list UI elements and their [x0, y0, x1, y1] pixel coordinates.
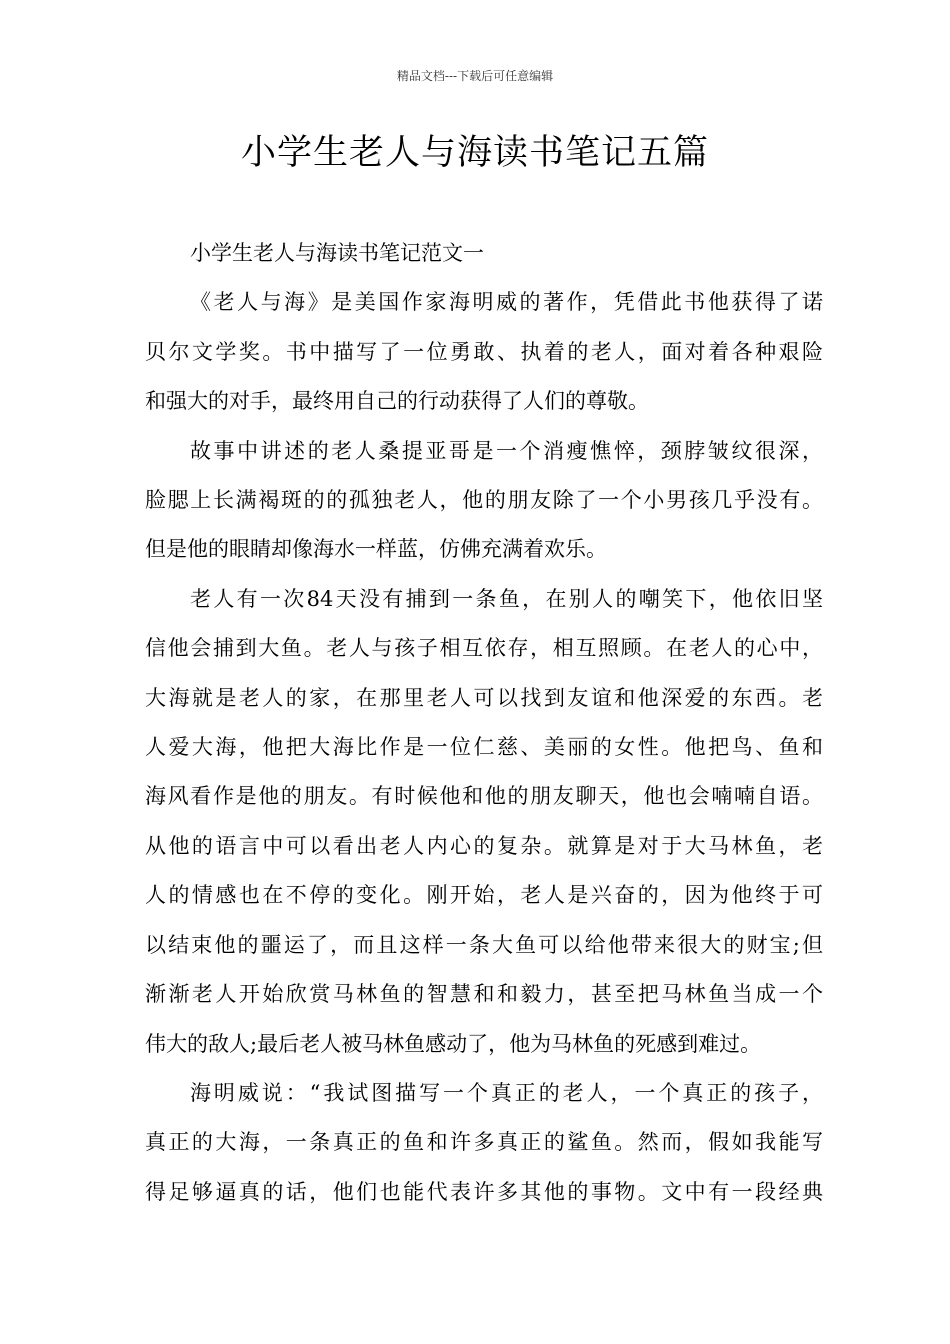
- paragraph-1: [145, 278, 823, 426]
- paragraph-line: 信他会捕到大鱼。老人与孩子相互依存，相互照顾。在老人的心中，: [145, 636, 823, 661]
- section-subtitle: 小学生老人与海读书笔记范文一: [190, 241, 484, 265]
- paragraph-line: 和强大的对手，最终用自己的行动获得了人们的尊敬。: [145, 389, 649, 414]
- paragraph-line: 人爱大海，他把大海比作是一位仁慈、美丽的女性。他把鸟、鱼和: [145, 735, 823, 760]
- paragraph-line: 真正的大海，一条真正的鱼和许多真正的鲨鱼。然而，假如我能写: [145, 1130, 823, 1155]
- paragraph-2: [145, 427, 823, 575]
- header-note: 精品文档---下载后可任意编辑: [396, 69, 554, 83]
- paragraph-line: 海明威说：“我试图描写一个真正的老人，一个真正的孩子，: [190, 1080, 823, 1105]
- paragraph-line: 渐渐老人开始欣赏马林鱼的智慧和和毅力，甚至把马林鱼当成一个: [145, 982, 823, 1007]
- paragraph-line: 以结束他的噩运了，而且这样一条大鱼可以给他带来很大的财宝;但: [145, 932, 823, 957]
- paragraph-line: 脸腮上长满褐斑的的孤独老人，他的朋友除了一个小男孩几乎没有。: [145, 488, 823, 513]
- paragraph-line: 贝尔文学奖。书中描写了一位勇敢、执着的老人，面对着各种艰险: [145, 339, 823, 364]
- paragraph-line: 但是他的眼睛却像海水一样蓝，仿佛充满着欢乐。: [145, 537, 607, 562]
- paragraph-3: [145, 575, 823, 1069]
- paragraph-4: [145, 1069, 823, 1217]
- paragraph-line: 老人有一次84天没有捕到一条鱼，在别人的嘲笑下，他依旧坚: [190, 586, 823, 611]
- document-title: 小学生老人与海读书笔记五篇: [240, 133, 709, 173]
- paragraph-line: 人的情感也在不停的变化。刚开始，老人是兴奋的，因为他终于可: [145, 883, 823, 908]
- paragraph-line: 大海就是老人的家，在那里老人可以找到友谊和他深爱的东西。老: [145, 685, 823, 710]
- paragraph-line: 故事中讲述的老人桑提亚哥是一个消瘦憔悴，颈脖皱纹很深，: [190, 438, 823, 463]
- paragraph-line: 伟大的敌人;最后老人被马林鱼感动了，他为马林鱼的死感到难过。: [145, 1031, 762, 1056]
- paragraph-line: 得足够逼真的话，他们也能代表许多其他的事物。文中有一段经典: [145, 1179, 823, 1204]
- document-body: [145, 229, 823, 1217]
- paragraph-line: 从他的语言中可以看出老人内心的复杂。就算是对于大马林鱼，老: [145, 833, 823, 858]
- paragraph-line: 《老人与海》是美国作家海明威的著作，凭借此书他获得了诺: [190, 290, 823, 315]
- paragraph-line: 海风看作是他的朋友。有时候他和他的朋友聊天，他也会喃喃自语。: [145, 784, 823, 809]
